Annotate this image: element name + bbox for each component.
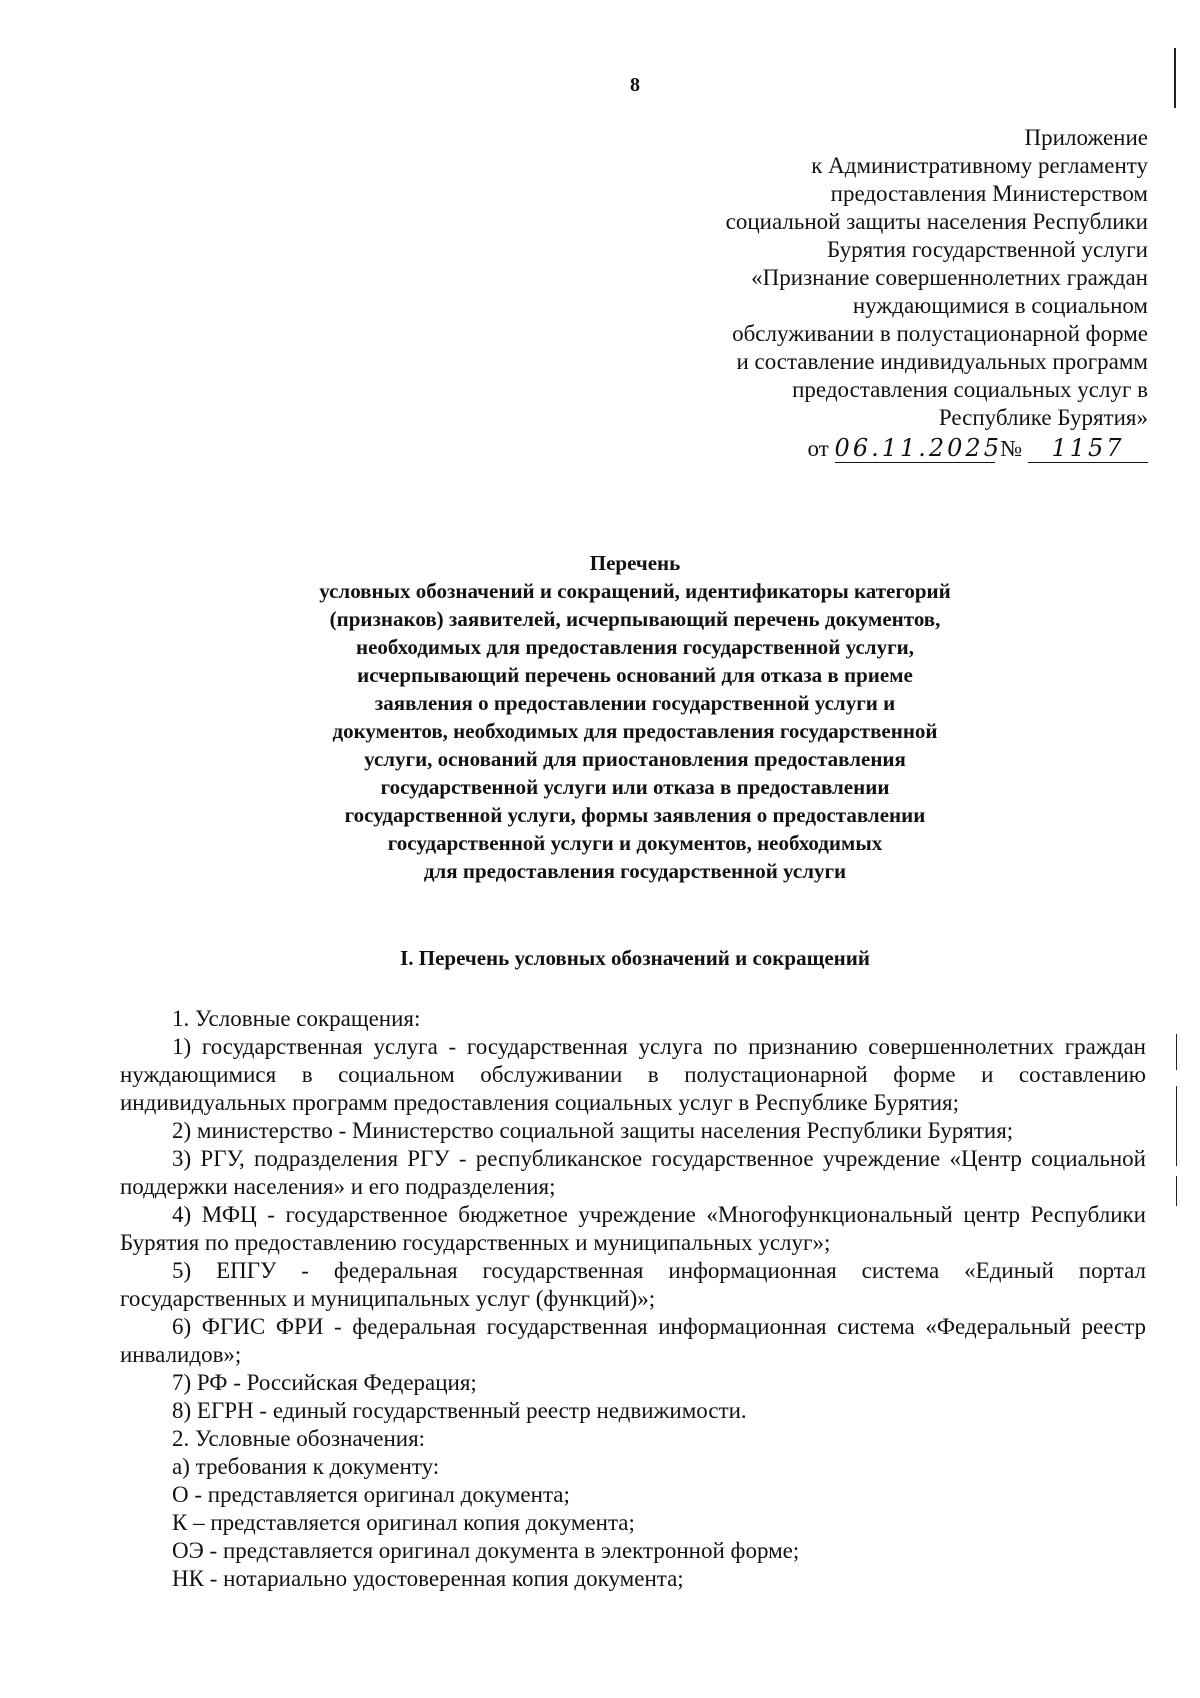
title-line: для предоставления государственной услуги	[423, 859, 847, 883]
page-number: 8	[630, 74, 640, 96]
handwritten-date: 06.11.2025	[834, 434, 1002, 462]
appendix-line: предоставления социальных услуг в	[792, 377, 1148, 402]
appendix-block	[508, 124, 1148, 463]
title-line: услуги, оснований для приостановления предоставления	[364, 747, 906, 771]
appendix-line: социальной защиты населения Республики	[725, 209, 1148, 234]
body-paragraph: 2) министерство - Министерство социальной защиты населения Республики Бурятия;	[172, 1118, 1014, 1143]
document-body	[120, 1005, 1146, 1593]
body-paragraph: а) требования к документу:	[172, 1454, 440, 1479]
body-paragraph: 7) РФ - Российская Федерация;	[172, 1370, 477, 1395]
appendix-line: «Признание совершеннолетних граждан	[751, 265, 1148, 290]
title-line: Перечень	[589, 551, 681, 575]
appendix-line: Бурятия государственной услуги	[826, 237, 1148, 262]
handwritten-number: 1157	[1028, 434, 1148, 463]
number-label: №	[1000, 436, 1023, 461]
title-line: исчерпывающий перечень оснований для отказа в приеме	[357, 663, 913, 687]
scan-edge-mark-middle	[1176, 1034, 1177, 1070]
body-paragraph: 1) государственная услуга - государственная услуга по признанию совершеннолетних граждан нуждающимися в социальном обслуживании в полустационарной форме и составлению индивидуальных программ предоставления социальных услуг в Республике Бурятия;	[120, 1034, 1146, 1115]
appendix-line: к Административному регламенту	[811, 153, 1148, 178]
body-paragraph: ОЭ - представляется оригинал документа в электронной форме;	[172, 1538, 800, 1563]
section-heading: I. Перечень условных обозначений и сокращений	[400, 946, 870, 970]
body-paragraph: 8) ЕГРН - единый государственный реестр недвижимости.	[172, 1398, 747, 1423]
title-line: документов, необходимых для предоставления государственной	[332, 719, 938, 743]
title-line: условных обозначений и сокращений, идентификаторы категорий	[319, 579, 951, 603]
body-paragraph: 5) ЕПГУ - федеральная государственная информационная система «Единый портал государственных и муниципальных услуг (функций)»;	[120, 1258, 1146, 1311]
title-line: заявления о предоставлении государственной услуги и	[374, 691, 896, 715]
body-paragraph: О - представляется оригинал документа;	[172, 1482, 570, 1507]
title-line: (признаков) заявителей, исчерпывающий перечень документов,	[329, 607, 941, 631]
body-paragraph: 1. Условные сокращения:	[172, 1006, 421, 1031]
appendix-line: предоставления Министерством	[830, 181, 1148, 206]
body-paragraph: 2. Условные обозначения:	[172, 1426, 426, 1451]
document-title	[160, 549, 1110, 885]
title-line: государственной услуги, формы заявления о предоставлении	[344, 803, 926, 827]
appendix-line: Приложение	[1024, 125, 1148, 150]
appendix-line: нуждающимися в социальном	[852, 293, 1148, 318]
title-line: государственной услуги и документов, необходимых	[387, 831, 883, 855]
appendix-date-number-line	[508, 434, 1148, 463]
title-line: необходимых для предоставления государственной услуги,	[356, 635, 914, 659]
appendix-line: обслуживании в полустационарной форме	[732, 321, 1148, 346]
body-paragraph: К – представляется оригинал копия документа;	[172, 1510, 635, 1535]
scan-edge-mark-bottom	[1176, 1176, 1177, 1206]
title-line: государственной услуги или отказа в предоставлении	[380, 775, 890, 799]
scan-edge-mark-lower	[1176, 1086, 1177, 1166]
appendix-line: Республике Бурятия»	[938, 405, 1148, 430]
body-paragraph: 6) ФГИС ФРИ - федеральная государственная информационная система «Федеральный реестр инвалидов»;	[120, 1314, 1146, 1367]
body-paragraph: НК - нотариально удостоверенная копия документа;	[172, 1566, 684, 1591]
appendix-line: и составление индивидуальных программ	[736, 349, 1148, 374]
from-label: от	[807, 436, 829, 461]
body-paragraph: 3) РГУ, подразделения РГУ - республиканское государственное учреждение «Центр социальной поддержки населения» и его подразделения;	[120, 1146, 1146, 1199]
body-paragraph: 4) МФЦ - государственное бюджетное учреждение «Многофункциональный центр Республики Бурятия по предоставлению государственных и муниципальных услуг»;	[120, 1202, 1146, 1255]
